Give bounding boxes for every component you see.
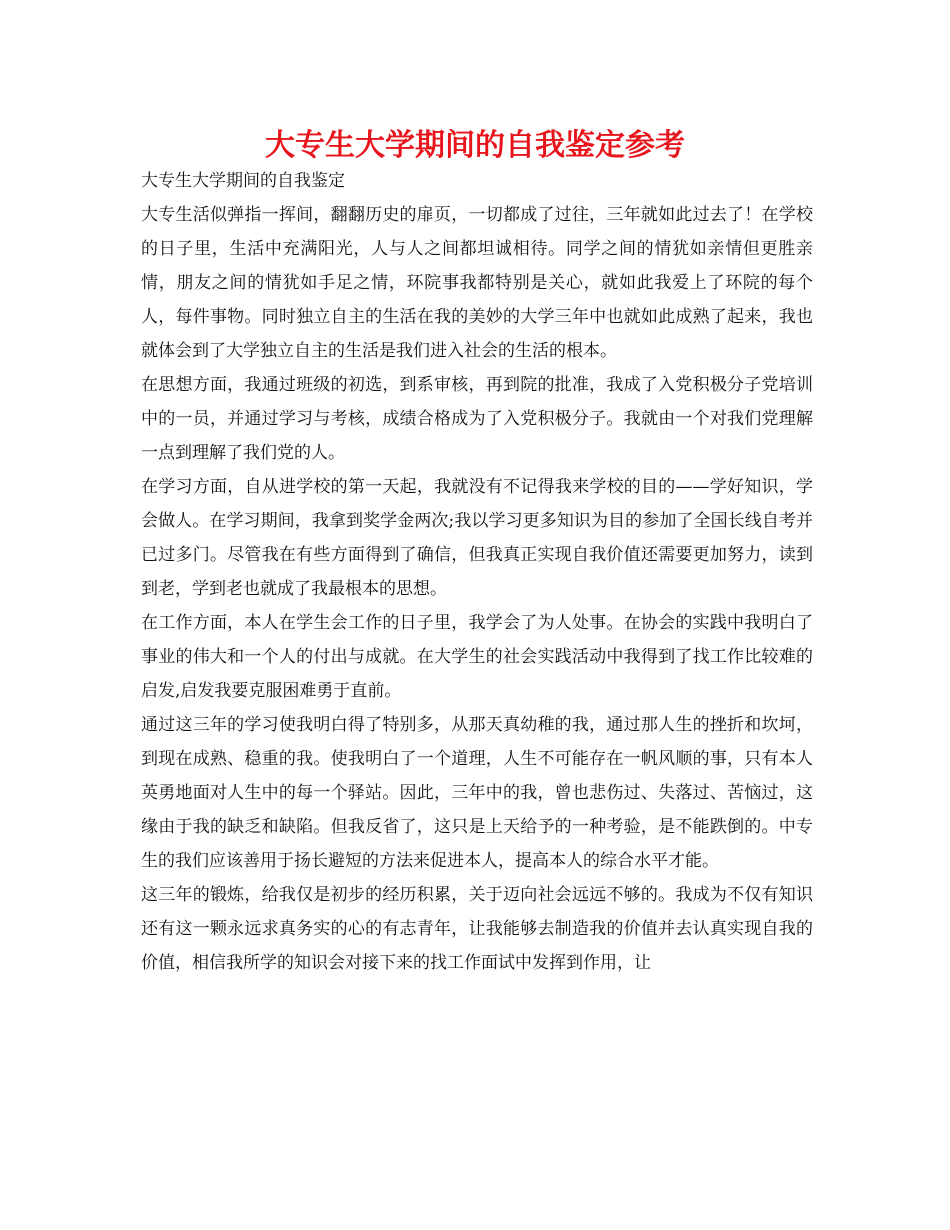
document-body (141, 164, 813, 980)
growth-paragraph: 通过这三年的学习使我明白得了特别多，从那天真幼稚的我，通过那人生的挫折和坎坷，到现在成熟、稳重的我。使我明白了一个道理，人生不可能存在一帆风顺的事，只有本人英勇地面对人生中的每一个驿站。因此，三年中的我，曾也悲伤过、失落过、苦恼过，这缘由于我的缺乏和缺陷。但我反省了，这只是上天给予的一种考验，是不能跌倒的。中专生的我们应该善用于扬长避短的方法来促进本人，提高本人的综合水平才能。 (141, 715, 813, 871)
closing-paragraph: 这三年的锻炼，给我仅是初步的经历积累，关于迈向社会远远不够的。我成为不仅有知识还有这一颗永远求真务实的心的有志青年，让我能够去制造我的价值并去认真实现自我的价值，相信我所学的知识会对接下来的找工作面试中发挥到作用，让 (141, 885, 813, 973)
thought-paragraph: 在思想方面，我通过班级的初选，到系审核，再到院的批准，我成了入党积极分子党培训中的一员，并通过学习与考核，成绩合格成为了入党积极分子。我就由一个对我们党理解一点到理解了我们党的人。 (141, 375, 813, 463)
work-paragraph: 在工作方面，本人在学生会工作的日子里，我学会了为人处事。在协会的实践中我明白了事业的伟大和一个人的付出与成就。在大学生的社会实践活动中我得到了找工作比较难的启发,启发我要克服困难勇于直前。 (141, 613, 813, 701)
study-paragraph: 在学习方面，自从进学校的第一天起，我就没有不记得我来学校的目的——学好知识，学会做人。在学习期间，我拿到奖学金两次;我以学习更多知识为目的参加了全国长线自考并已过多门。尽管我在有些方面得到了确信，但我真正实现自我价值还需要更加努力，读到到老，学到老也就成了我最根本的思想。 (141, 477, 813, 599)
subtitle-paragraph: 大专生大学期间的自我鉴定 (141, 171, 345, 191)
document-title: 大专生大学期间的自我鉴定参考 (265, 128, 685, 163)
intro-paragraph: 大专生活似弹指一挥间，翻翻历史的扉页，一切都成了过往，三年就如此过去了！在学校的日子里，生活中充满阳光，人与人之间都坦诚相待。同学之间的情犹如亲情但更胜亲情，朋友之间的情犹如手足之情，环院事我都特别是关心，就如此我爱上了环院的每个人，每件事物。同时独立自主的生活在我的美妙的大学三年中也就如此成熟了起来，我也就体会到了大学独立自主的生活是我们进入社会的生活的根本。 (141, 205, 813, 361)
